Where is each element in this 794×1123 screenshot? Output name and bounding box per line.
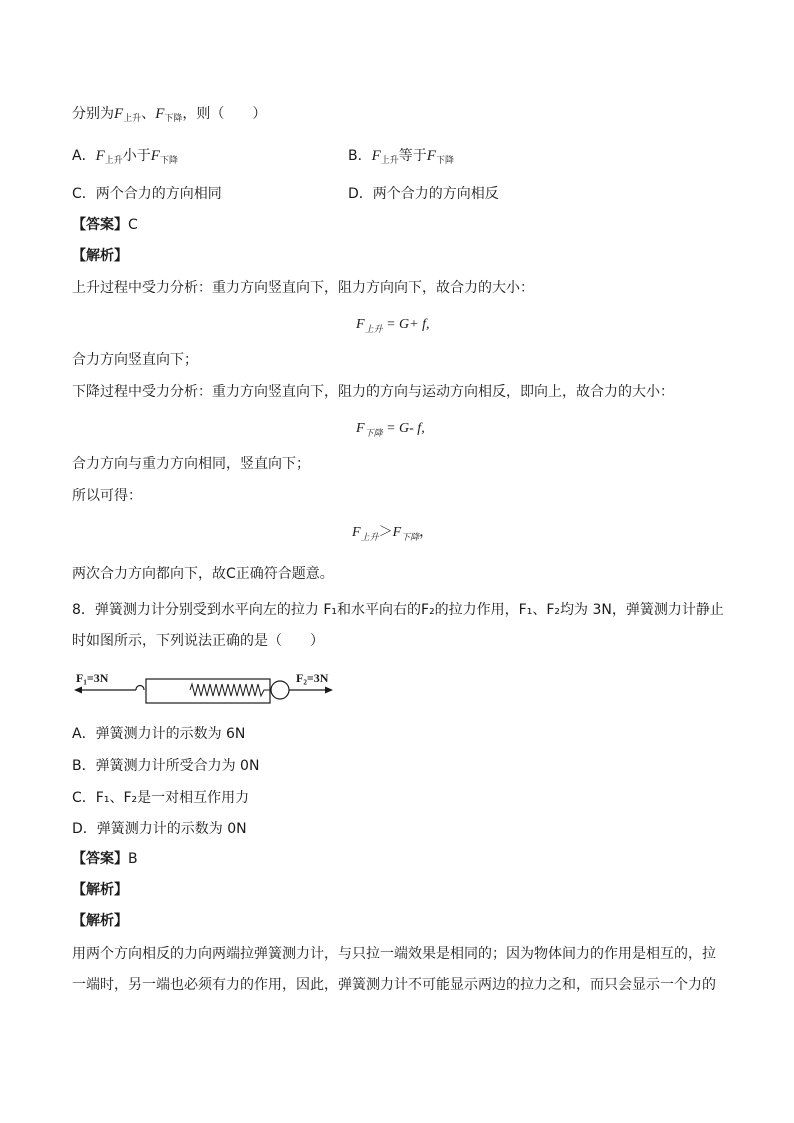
q8-analysis-tag-2: 【解析】: [72, 913, 128, 929]
q7-option-a[interactable]: [72, 146, 178, 168]
ring: [271, 681, 289, 699]
f-up-subscript: 上升: [364, 324, 383, 334]
q7-analysis-line2: 合力方向竖直向下；: [72, 352, 198, 368]
f1-arrowhead: [74, 687, 82, 694]
q7-stem-suffix: ，则（ ）: [182, 106, 267, 122]
q8-option-c[interactable]: C．F₁、F₂是一对相互作用力: [72, 790, 250, 806]
f-up-subscript: 上升: [360, 532, 379, 542]
option-a-label: A．: [72, 148, 96, 164]
f-down-symbol: F: [155, 106, 165, 122]
f1-label: F₁=3N: [76, 671, 109, 685]
f-down-subscript: 下降: [401, 532, 420, 542]
f-up-symbol: F: [371, 148, 381, 164]
f-up-subscript: 上升: [104, 156, 123, 166]
option-b-mid: 等于: [398, 148, 427, 164]
f2-arrowhead: [325, 687, 333, 694]
spring-scale-figure: [72, 668, 337, 712]
f-up-symbol: F: [356, 317, 365, 332]
equation-3-end: ，: [419, 525, 434, 540]
greater-than-symbol: ＞: [378, 525, 393, 540]
q7-stem: [72, 104, 266, 126]
q8-stem-line1: 8．弹簧测力计分别受到水平向左的拉力 F₁和水平向右的F₂的拉力作用，F₁、F₂均为 3N，弹簧测力计静止: [72, 602, 724, 618]
equation-1: [356, 315, 429, 335]
f-up-symbol: F: [114, 106, 124, 122]
q8-option-a[interactable]: A．弹簧测力计的示数为 6N: [72, 726, 246, 742]
q7-option-b[interactable]: [348, 146, 454, 168]
f-down-subscript: 下降: [164, 114, 183, 124]
q7-stem-prefix: 分别为: [72, 106, 114, 122]
equation-2: [356, 419, 425, 439]
q8-analysis-line2: 一端时，另一端也必须有力的作用，因此，弹簧测力计不可能显示两边的拉力之和，而只会显示一个力的: [72, 977, 716, 993]
equation-2-rhs: = G- f,: [382, 421, 425, 436]
f-up-symbol: F: [95, 148, 105, 164]
q7-analysis-line3: 下降过程中受力分析：重力方向竖直向下，阻力的方向与运动方向相反，即向上，故合力的大小：: [72, 384, 674, 400]
f2-label: F₂=3N: [296, 671, 329, 685]
q8-analysis-tag-1: 【解析】: [72, 882, 128, 898]
q8-option-d[interactable]: D．弹簧测力计的示数为 0N: [72, 821, 247, 837]
q7-analysis-line5: 所以可得：: [72, 488, 142, 504]
f-down-subscript: 下降: [435, 156, 454, 166]
q7-analysis-tag: 【解析】: [72, 248, 128, 264]
f-down-symbol: F: [356, 421, 365, 436]
f-down-symbol: F: [150, 148, 160, 164]
q8-analysis-line1: 用两个方向相反的力向两端拉弹簧测力计，与只拉一端效果是相同的；因为物体间力的作用是相互的，拉: [72, 946, 716, 962]
option-b-label: B．: [348, 148, 372, 164]
answer-tag: 【答案】: [72, 851, 128, 867]
f-up-subscript: 上升: [380, 156, 399, 166]
q8-option-b[interactable]: B．弹簧测力计所受合力为 0N: [72, 758, 260, 774]
equation-3: [352, 523, 433, 543]
q7-option-c[interactable]: C．两个合力的方向相同: [72, 186, 222, 202]
q7-analysis-line4: 合力方向与重力方向相同，竖直向下；: [72, 456, 310, 472]
f-down-subscript: 下降: [159, 156, 178, 166]
f-up-symbol: F: [352, 525, 361, 540]
q7-option-d[interactable]: D．两个合力的方向相反: [348, 186, 499, 202]
f-down-symbol: F: [426, 148, 436, 164]
q8-answer: [72, 849, 138, 869]
answer-value: B: [128, 851, 138, 867]
q7-analysis-line1: 上升过程中受力分析：重力方向竖直向下，阻力方向向下，故合力的大小：: [72, 280, 534, 296]
answer-tag: 【答案】: [72, 217, 128, 233]
hook: [136, 686, 144, 691]
f-down-symbol: F: [392, 525, 402, 540]
q7-answer: [72, 215, 138, 235]
q8-stem-line2: 时如图所示，下列说法正确的是（ ）: [72, 633, 324, 649]
option-a-mid: 小于: [122, 148, 151, 164]
q7-stem-sep: 、: [141, 106, 156, 122]
equation-1-rhs: = G+ f,: [382, 317, 430, 332]
f-down-subscript: 下降: [364, 428, 383, 438]
q7-analysis-line6: 两次合力方向都向下，故C正确符合题意。: [72, 566, 334, 582]
answer-value: C: [128, 217, 138, 233]
f-up-subscript: 上升: [123, 114, 142, 124]
